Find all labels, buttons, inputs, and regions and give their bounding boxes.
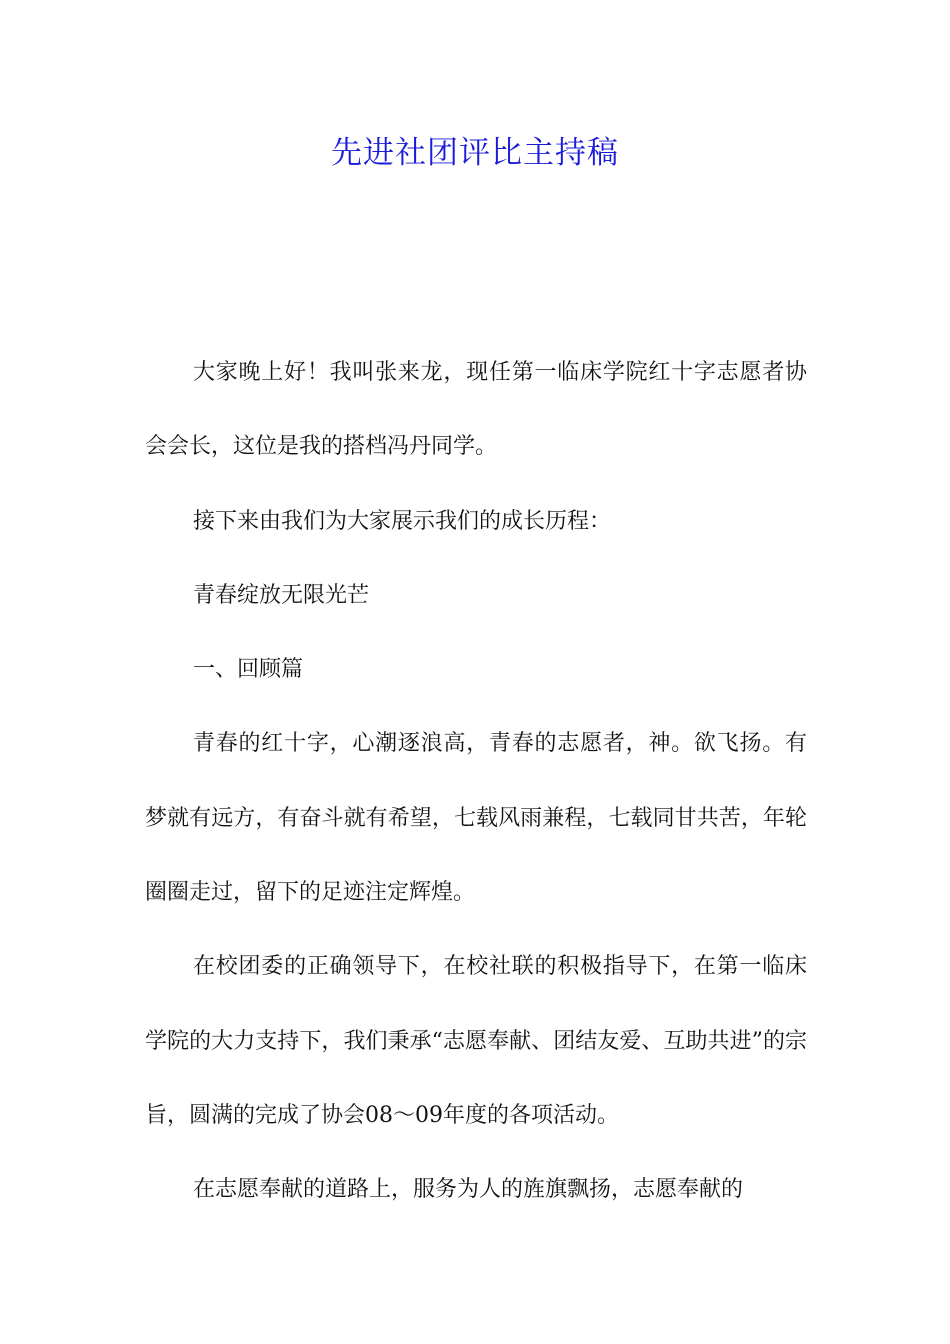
paragraph-leadership: 在校团委的正确领导下，在校社联的积极指导下，在第一临床学院的大力支持下，我们秉承“志愿奉献、团结友爱、互助共进”的宗旨，圆满的完成了协会08～09年度的各项活动。 [145,954,807,1128]
section-heading: 一、回顾篇 [193,657,304,683]
paragraph-intro: 接下来由我们为大家展示我们的成长历程： [193,508,612,534]
document-title: 先进社团评比主持稿 [331,135,619,171]
paragraph-greeting: 大家晚上好！我叫张来龙，现任第一临床学院红十字志愿者协会会长，这位是我的搭档冯丹同学。 [145,360,807,460]
document-body [145,336,807,1228]
paragraph-youth: 青春的红十字，心潮逐浪高，青春的志愿者，神。欲飞扬。有梦就有远方，有奋斗就有希望，七载风雨兼程，七载同甘共苦，年轮圈圈走过，留下的足迹注定辉煌。 [145,731,807,906]
paragraph-volunteer: 在志愿奉献的道路上，服务为人的旌旗飘扬，志愿奉献的 [193,1177,744,1203]
paragraph-theme: 青春绽放无限光芒 [193,582,370,608]
